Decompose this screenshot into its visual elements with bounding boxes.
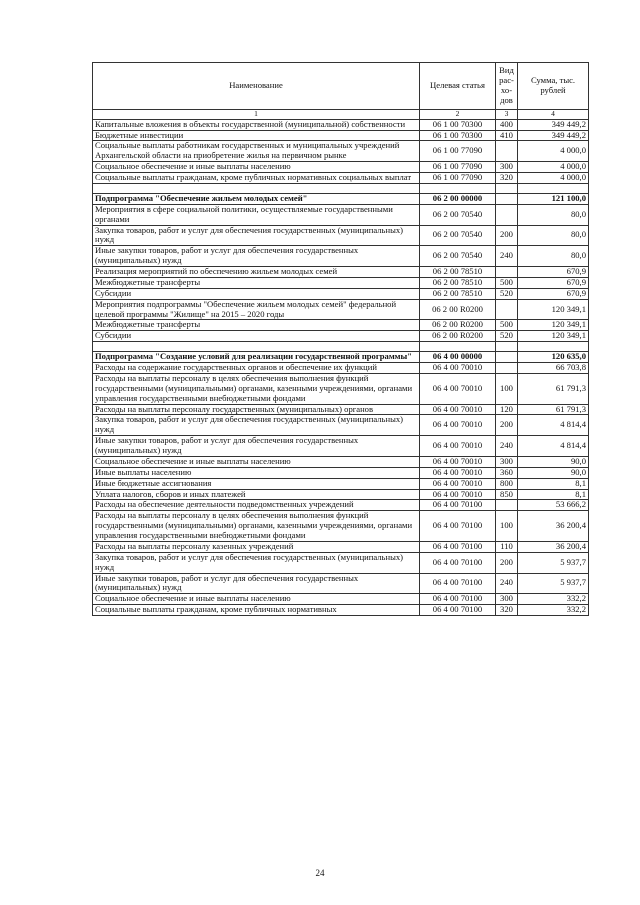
cell-sum: 66 703,8	[518, 363, 589, 374]
cell-name: Межбюджетные трансферты	[93, 277, 420, 288]
cell-vid: 200	[496, 225, 518, 246]
cell-name: Закупка товаров, работ и услуг для обеспечения государственных (муниципальных) нужд	[93, 225, 420, 246]
cell-sum: 4 000,0	[518, 162, 589, 173]
table-row	[93, 573, 589, 594]
cell-code: 06 4 00 70010	[420, 467, 496, 478]
cell-name: Подпрограмма "Создание условий для реализации государственной программы"	[93, 352, 420, 363]
cell-vid: 110	[496, 541, 518, 552]
cell-code: 06 2 00 70540	[420, 225, 496, 246]
cell-code: 06 4 00 70100	[420, 573, 496, 594]
cell-sum: 670,9	[518, 277, 589, 288]
cell-name: Расходы на выплаты персоналу в целях обеспечения выполнения функций государственными (муниципальными) органами, казенными учреждениями, органами управления государственными внебюджетными фондами	[93, 511, 420, 542]
cell-vid: 200	[496, 552, 518, 573]
table-row	[93, 415, 589, 436]
cell-code: 06 4 00 70100	[420, 511, 496, 542]
cell-name: Расходы на выплаты персоналу в целях обеспечения выполнения функций государственными (муниципальными) органами, казенными учреждениями, органами управления государственными внебюджетными фондами	[93, 373, 420, 404]
cell-vid: 100	[496, 511, 518, 542]
spacer-row	[93, 342, 589, 352]
cell-sum: 121 100,0	[518, 193, 589, 204]
cell-code: 06 4 00 70010	[420, 456, 496, 467]
cell-sum: 80,0	[518, 204, 589, 225]
cell-vid	[496, 204, 518, 225]
table-row	[93, 225, 589, 246]
table-row	[93, 511, 589, 542]
cell-sum: 120 349,1	[518, 331, 589, 342]
cell-code: 06 4 00 70100	[420, 605, 496, 616]
cell-code: 06 4 00 70010	[420, 373, 496, 404]
cell-sum: 4 814,4	[518, 415, 589, 436]
table-row	[93, 246, 589, 267]
cell-vid: 200	[496, 415, 518, 436]
header-num-3: 3	[496, 110, 518, 120]
cell-code: 06 2 00 R0200	[420, 299, 496, 320]
cell-sum: 36 200,4	[518, 541, 589, 552]
cell-sum: 36 200,4	[518, 511, 589, 542]
cell-vid	[496, 267, 518, 278]
table-row	[93, 404, 589, 415]
table-row	[93, 552, 589, 573]
cell-vid	[496, 141, 518, 162]
cell-name: Социальные выплаты работникам государственных и муниципальных учреждений Архангельской области на приобретение жилья на первичном рынке	[93, 141, 420, 162]
table-row	[93, 489, 589, 500]
cell-vid: 850	[496, 489, 518, 500]
document-page	[92, 62, 588, 616]
cell-sum: 4 000,0	[518, 141, 589, 162]
cell-code: 06 1 00 77090	[420, 141, 496, 162]
cell-sum: 90,0	[518, 467, 589, 478]
cell-vid: 320	[496, 605, 518, 616]
table-row	[93, 119, 589, 130]
subprogram-row	[93, 352, 589, 363]
cell-code: 06 1 00 77090	[420, 162, 496, 173]
table-row	[93, 500, 589, 511]
cell-code: 06 1 00 77090	[420, 173, 496, 184]
cell-code: 06 2 00 78510	[420, 267, 496, 278]
cell-name: Расходы на содержание государственных органов и обеспечение их функций	[93, 363, 420, 374]
spacer-cell	[496, 183, 518, 193]
cell-code: 06 4 00 00000	[420, 352, 496, 363]
table-row	[93, 331, 589, 342]
cell-vid: 320	[496, 173, 518, 184]
cell-code: 06 1 00 70300	[420, 130, 496, 141]
cell-vid	[496, 363, 518, 374]
cell-name: Закупка товаров, работ и услуг для обеспечения государственных (муниципальных) нужд	[93, 552, 420, 573]
cell-vid: 410	[496, 130, 518, 141]
cell-name: Иные закупки товаров, работ и услуг для обеспечения государственных (муниципальных) нужд	[93, 246, 420, 267]
table-row	[93, 594, 589, 605]
spacer-cell	[518, 183, 589, 193]
cell-name: Капитальные вложения в объекты государственной (муниципальной) собственности	[93, 119, 420, 130]
cell-code: 06 4 00 70010	[420, 363, 496, 374]
cell-name: Уплата налогов, сборов и иных платежей	[93, 489, 420, 500]
cell-vid	[496, 352, 518, 363]
table-row	[93, 467, 589, 478]
cell-sum: 120 635,0	[518, 352, 589, 363]
cell-vid: 240	[496, 573, 518, 594]
cell-name: Субсидии	[93, 331, 420, 342]
cell-code: 06 2 00 R0200	[420, 320, 496, 331]
cell-code: 06 2 00 R0200	[420, 331, 496, 342]
budget-table	[92, 62, 589, 616]
spacer-cell	[518, 342, 589, 352]
cell-name: Социальные выплаты гражданам, кроме публичных нормативных	[93, 605, 420, 616]
cell-code: 06 2 00 00000	[420, 193, 496, 204]
cell-code: 06 4 00 70100	[420, 552, 496, 573]
header-vid: Вид рас-хо-дов	[496, 63, 518, 110]
table-row	[93, 363, 589, 374]
spacer-row	[93, 183, 589, 193]
cell-sum: 90,0	[518, 456, 589, 467]
cell-sum: 120 349,1	[518, 299, 589, 320]
cell-name: Социальное обеспечение и иные выплаты населению	[93, 594, 420, 605]
cell-name: Расходы на обеспечение деятельности подведомственных учреждений	[93, 500, 420, 511]
table-row	[93, 320, 589, 331]
cell-sum: 80,0	[518, 225, 589, 246]
cell-name: Межбюджетные трансферты	[93, 320, 420, 331]
table-row	[93, 605, 589, 616]
cell-code: 06 2 00 70540	[420, 204, 496, 225]
cell-vid	[496, 299, 518, 320]
cell-code: 06 4 00 70010	[420, 489, 496, 500]
cell-sum: 80,0	[518, 246, 589, 267]
cell-name: Иные бюджетные ассигнования	[93, 478, 420, 489]
table-body	[93, 119, 589, 615]
cell-name: Мероприятия подпрограммы "Обеспечение жильем молодых семей" федеральной целевой программы "Жилище" на 2015 – 2020 годы	[93, 299, 420, 320]
cell-code: 06 1 00 70300	[420, 119, 496, 130]
table-row	[93, 204, 589, 225]
cell-vid: 240	[496, 246, 518, 267]
cell-name: Субсидии	[93, 288, 420, 299]
page-number: 24	[315, 868, 325, 878]
header-name: Наименование	[93, 63, 420, 110]
cell-vid	[496, 193, 518, 204]
spacer-cell	[420, 183, 496, 193]
cell-name: Социальные выплаты гражданам, кроме публичных нормативных социальных выплат	[93, 173, 420, 184]
table-row	[93, 173, 589, 184]
cell-sum: 61 791,3	[518, 404, 589, 415]
cell-name: Реализация мероприятий по обеспечению жильем молодых семей	[93, 267, 420, 278]
cell-vid	[496, 500, 518, 511]
cell-name: Мероприятия в сфере социальной политики, осуществляемые государственными органами	[93, 204, 420, 225]
table-row	[93, 456, 589, 467]
cell-sum: 332,2	[518, 594, 589, 605]
cell-vid: 520	[496, 331, 518, 342]
header-sum: Сумма, тыс. рублей	[518, 63, 589, 110]
cell-sum: 8,1	[518, 478, 589, 489]
table-row	[93, 541, 589, 552]
header-num-2: 2	[420, 110, 496, 120]
header-num-4: 4	[518, 110, 589, 120]
cell-sum: 5 937,7	[518, 573, 589, 594]
cell-vid: 100	[496, 373, 518, 404]
cell-sum: 61 791,3	[518, 373, 589, 404]
header-code: Целевая статья	[420, 63, 496, 110]
table-row	[93, 277, 589, 288]
cell-name: Подпрограмма "Обеспечение жильем молодых семей"	[93, 193, 420, 204]
cell-sum: 5 937,7	[518, 552, 589, 573]
cell-sum: 120 349,1	[518, 320, 589, 331]
cell-name: Расходы на выплаты персоналу государственных (муниципальных) органов	[93, 404, 420, 415]
table-row	[93, 162, 589, 173]
spacer-cell	[496, 342, 518, 352]
header-num-1: 1	[93, 110, 420, 120]
spacer-cell	[93, 342, 420, 352]
cell-name: Социальное обеспечение и иные выплаты населению	[93, 162, 420, 173]
cell-sum: 349 449,2	[518, 119, 589, 130]
cell-vid: 500	[496, 320, 518, 331]
table-row	[93, 299, 589, 320]
cell-vid: 300	[496, 594, 518, 605]
cell-vid: 300	[496, 162, 518, 173]
table-row	[93, 478, 589, 489]
spacer-cell	[93, 183, 420, 193]
cell-code: 06 4 00 70100	[420, 541, 496, 552]
cell-sum: 349 449,2	[518, 130, 589, 141]
table-row	[93, 436, 589, 457]
cell-name: Социальное обеспечение и иные выплаты населению	[93, 456, 420, 467]
spacer-cell	[420, 342, 496, 352]
cell-vid: 120	[496, 404, 518, 415]
cell-code: 06 4 00 70010	[420, 404, 496, 415]
cell-vid: 400	[496, 119, 518, 130]
cell-code: 06 4 00 70010	[420, 415, 496, 436]
cell-name: Иные выплаты населению	[93, 467, 420, 478]
table-row	[93, 288, 589, 299]
cell-sum: 53 666,2	[518, 500, 589, 511]
cell-sum: 670,9	[518, 267, 589, 278]
cell-vid: 360	[496, 467, 518, 478]
cell-sum: 332,2	[518, 605, 589, 616]
subprogram-row	[93, 193, 589, 204]
cell-code: 06 2 00 70540	[420, 246, 496, 267]
cell-name: Иные закупки товаров, работ и услуг для обеспечения государственных (муниципальных) нужд	[93, 573, 420, 594]
cell-sum: 4 814,4	[518, 436, 589, 457]
cell-code: 06 4 00 70010	[420, 436, 496, 457]
cell-sum: 4 000,0	[518, 173, 589, 184]
cell-vid: 300	[496, 456, 518, 467]
cell-name: Расходы на выплаты персоналу казенных учреждений	[93, 541, 420, 552]
table-header	[93, 63, 589, 120]
table-row	[93, 373, 589, 404]
cell-vid: 520	[496, 288, 518, 299]
cell-name: Закупка товаров, работ и услуг для обеспечения государственных (муниципальных) нужд	[93, 415, 420, 436]
cell-code: 06 2 00 78510	[420, 277, 496, 288]
cell-code: 06 4 00 70100	[420, 594, 496, 605]
cell-vid: 500	[496, 277, 518, 288]
cell-sum: 670,9	[518, 288, 589, 299]
cell-sum: 8,1	[518, 489, 589, 500]
cell-name: Иные закупки товаров, работ и услуг для обеспечения государственных (муниципальных) нужд	[93, 436, 420, 457]
cell-name: Бюджетные инвестиции	[93, 130, 420, 141]
table-row	[93, 267, 589, 278]
cell-vid: 240	[496, 436, 518, 457]
table-row	[93, 130, 589, 141]
cell-code: 06 4 00 70100	[420, 500, 496, 511]
cell-code: 06 4 00 70010	[420, 478, 496, 489]
cell-code: 06 2 00 78510	[420, 288, 496, 299]
cell-vid: 800	[496, 478, 518, 489]
table-row	[93, 141, 589, 162]
